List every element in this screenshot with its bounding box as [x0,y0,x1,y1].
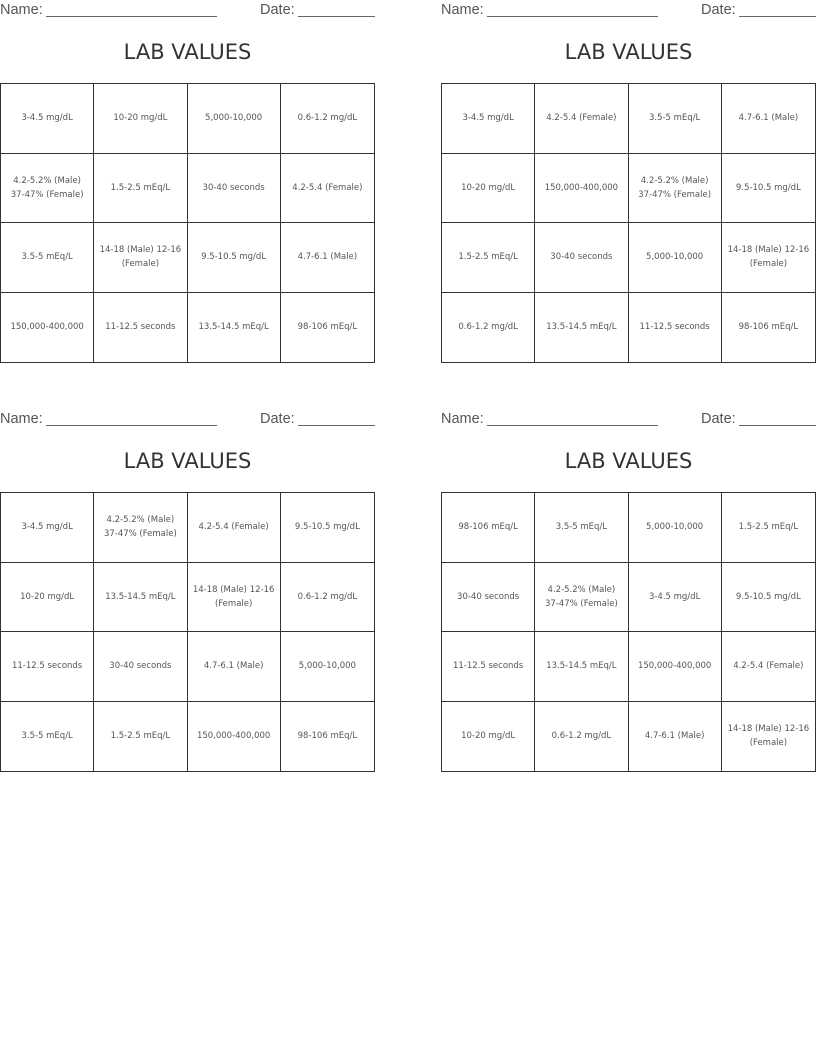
bingo-cell: 0.6-1.2 mg/dL [535,702,628,772]
bingo-cell: 1.5-2.5 mEq/L [94,702,187,772]
bingo-cell: 9.5-10.5 mg/dL [188,223,281,293]
card-header [441,411,816,431]
bingo-cell: 5,000-10,000 [188,84,281,154]
bingo-cell: 150,000-400,000 [188,702,281,772]
bingo-cell: 11-12.5 seconds [442,632,535,702]
bingo-cell: 14-18 (Male) 12-16 (Female) [727,724,810,749]
card-title: LAB VALUES [123,40,252,64]
bingo-cell: 1.5-2.5 mEq/L [722,493,815,563]
bingo-cell: 3.5-5 mEq/L [1,223,94,293]
date-label: Date: [260,411,295,427]
bingo-cell: 0.6-1.2 mg/dL [281,563,374,633]
name-label: Name: [0,411,43,427]
card-title: LAB VALUES [123,449,252,473]
name-blank [487,16,658,17]
name-label: Name: [441,2,484,18]
name-blank [46,16,217,17]
bingo-cell: 3-4.5 mg/dL [629,563,722,633]
bingo-cell: 14-18 (Male) 12-16 (Female) [94,223,187,293]
bingo-cell: 13.5-14.5 mEq/L [535,632,628,702]
bingo-cell: 3-4.5 mg/dL [1,84,94,154]
bingo-cell: 30-40 seconds [94,632,187,702]
date-blank [298,425,375,426]
date-blank [739,16,816,17]
card-header [441,2,816,22]
bingo-cell: 1.5-2.5 mEq/L [94,154,187,224]
bingo-cell: 9.5-10.5 mg/dL [281,493,374,563]
bingo-card-4 [441,409,816,774]
bingo-cell: 4.2-5.2% (Male) 37-47% (Female) [629,154,722,224]
card-title: LAB VALUES [564,40,693,64]
bingo-cell: 150,000-400,000 [629,632,722,702]
bingo-cell: 98-106 mEq/L [738,322,799,333]
bingo-cell: 5,000-10,000 [281,632,374,702]
bingo-cell: 150,000-400,000 [1,293,94,363]
bingo-cell: 0.6-1.2 mg/dL [442,293,535,363]
bingo-cell: 1.5-2.5 mEq/L [442,223,535,293]
bingo-cell: 13.5-14.5 mEq/L [188,293,281,363]
bingo-cell: 11-12.5 seconds [1,632,94,702]
bingo-cell: 150,000-400,000 [535,154,628,224]
bingo-cell: 4.7-6.1 (Male) [629,702,722,772]
bingo-cell: 10-20 mg/dL [442,154,535,224]
bingo-cell: 98-106 mEq/L [297,731,358,742]
bingo-cell: 13.5-14.5 mEq/L [94,563,187,633]
bingo-cell: 10-20 mg/dL [1,563,94,633]
bingo-cell: 3-4.5 mg/dL [442,84,535,154]
bingo-cell: 10-20 mg/dL [94,84,187,154]
bingo-cell: 4.2-5.4 (Female) [535,84,628,154]
name-label: Name: [441,411,484,427]
name-blank [487,425,658,426]
bingo-cell: 4.2-5.2% (Male) 37-47% (Female) [94,493,187,563]
bingo-cell: 4.7-6.1 (Male) [722,84,815,154]
bingo-cell: 30-40 seconds [188,154,281,224]
bingo-cell: 10-20 mg/dL [442,702,535,772]
bingo-card-2 [441,0,816,365]
bingo-cell: 3.5-5 mEq/L [535,493,628,563]
name-blank [46,425,217,426]
bingo-cell: 14-18 (Male) 12-16 (Female) [188,563,281,633]
bingo-cell: 4.7-6.1 (Male) [188,632,281,702]
bingo-cell: 4.2-5.2% (Male) 37-47% (Female) [1,154,94,224]
bingo-grid [0,83,375,363]
bingo-cell: 30-40 seconds [535,223,628,293]
date-label: Date: [260,2,295,18]
bingo-cell: 3.5-5 mEq/L [629,84,722,154]
bingo-cell: 3-4.5 mg/dL [1,493,94,563]
bingo-grid [441,492,816,772]
bingo-cell: 11-12.5 seconds [629,293,722,363]
bingo-cell: 5,000-10,000 [629,493,722,563]
bingo-cell: 9.5-10.5 mg/dL [722,563,815,633]
card-title: LAB VALUES [564,449,693,473]
date-blank [739,425,816,426]
bingo-cell: 0.6-1.2 mg/dL [281,84,374,154]
card-header [0,411,375,431]
card-header [0,2,375,22]
bingo-cell: 4.2-5.4 (Female) [722,632,815,702]
bingo-cell: 11-12.5 seconds [94,293,187,363]
bingo-cell: 13.5-14.5 mEq/L [535,293,628,363]
bingo-cell: 4.2-5.4 (Female) [281,154,374,224]
bingo-cell: 9.5-10.5 mg/dL [722,154,815,224]
bingo-card-3 [0,409,375,774]
bingo-cell: 14-18 (Male) 12-16 (Female) [722,223,815,293]
bingo-cell: 98-106 mEq/L [297,322,358,333]
bingo-card-1 [0,0,375,365]
date-blank [298,16,375,17]
date-label: Date: [701,411,736,427]
bingo-cell: 4.2-5.2% (Male) 37-47% (Female) [535,563,628,633]
bingo-cell: 4.7-6.1 (Male) [281,223,374,293]
bingo-cell: 5,000-10,000 [629,223,722,293]
bingo-cell: 4.2-5.4 (Female) [188,493,281,563]
bingo-cell: 98-106 mEq/L [442,493,535,563]
bingo-grid [0,492,375,772]
bingo-grid [441,83,816,363]
bingo-cell: 30-40 seconds [442,563,535,633]
bingo-cell: 3.5-5 mEq/L [1,702,94,772]
name-label: Name: [0,2,43,18]
date-label: Date: [701,2,736,18]
